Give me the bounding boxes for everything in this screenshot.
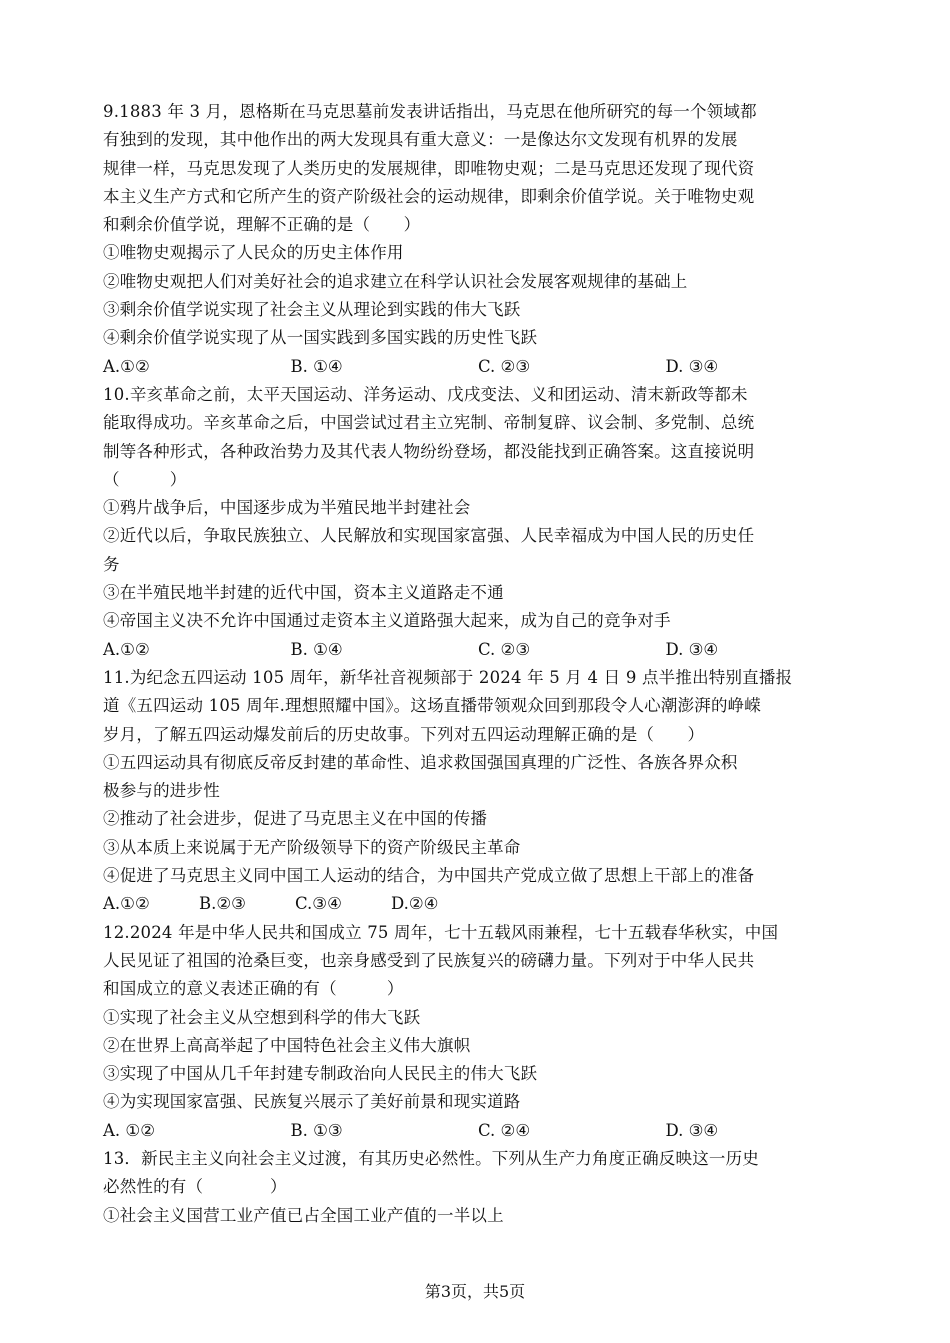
question-12-line-1: 12.2024 年是中华人民共和国成立 75 周年，七十五载风雨兼程，七十五载春华秋实，中国 xyxy=(103,922,779,942)
question-11-line-1: 11.为纪念五四运动 105 周年，新华社音视频部于 2024 年 5 月 4 日 9 点半推出特别直播报 xyxy=(103,667,793,687)
document-body xyxy=(103,98,853,1230)
option-c: C. ②③ xyxy=(478,356,531,376)
option-c: C. ②④ xyxy=(478,1120,531,1140)
option-b: B.②③ xyxy=(199,894,246,914)
question-11-statement-1: ①五四运动具有彻底反帝反封建的革命性、追求救国强国真理的广泛性、各族各界众积 xyxy=(103,752,738,772)
question-9 xyxy=(103,98,853,381)
question-10-options xyxy=(103,636,853,664)
question-12-statement-3: ③实现了中国从几千年封建专制政治向人民民主的伟大飞跃 xyxy=(103,1064,538,1084)
question-10-statement-2: ②近代以后，争取民族独立、人民解放和实现国家富强、人民幸福成为中国人民的历史任 xyxy=(103,526,755,546)
page-footer: 第3页，共5页 xyxy=(424,1282,526,1301)
question-9-line-5: 和剩余价值学说，理解不正确的是（ ） xyxy=(103,215,421,235)
question-9-statement-4: ④剩余价值学说实现了从一国实践到多国实践的历史性飞跃 xyxy=(103,328,538,348)
question-11-statement-2: ②推动了社会进步，促进了马克思主义在中国的传播 xyxy=(103,809,488,829)
question-13 xyxy=(103,1145,853,1230)
question-12-statement-4: ④为实现国家富强、民族复兴展示了美好前景和现实道路 xyxy=(103,1092,521,1112)
question-9-line-4: 本主义生产方式和它所产生的资产阶级社会的运动规律，即剩余价值学说。关于唯物史观 xyxy=(103,186,755,206)
question-12-statement-2: ②在世界上高高举起了中国特色社会主义伟大旗帜 xyxy=(103,1035,471,1055)
question-11-line-2: 道《五四运动 105 周年.理想照耀中国》。这场直播带领观众回到那段令人心潮澎湃的峥嵘 xyxy=(103,696,762,716)
option-a: A.①② xyxy=(103,639,150,659)
option-c: C. ②③ xyxy=(478,639,531,659)
question-9-line-3: 规律一样，马克思发现了人类历史的发展规律，即唯物史观；二是马克思还发现了现代资 xyxy=(103,158,755,178)
option-b: B. ①④ xyxy=(290,639,343,659)
question-13-statement-1: ①社会主义国营工业产值已占全国工业产值的一半以上 xyxy=(103,1205,504,1225)
question-12-options xyxy=(103,1117,853,1145)
question-13-line-2: 必然性的有（ ） xyxy=(103,1177,287,1197)
question-10-statement-1: ①鸦片战争后，中国逐步成为半殖民地半封建社会 xyxy=(103,498,471,518)
option-a: A.①② xyxy=(103,356,150,376)
question-10-statement-2-cont: 务 xyxy=(103,554,120,574)
option-d: D. ③④ xyxy=(665,1120,719,1140)
question-10-statement-4: ④帝国主义决不允许中国通过走资本主义道路强大起来，成为自己的竞争对手 xyxy=(103,611,671,631)
question-9-statement-3: ③剩余价值学说实现了社会主义从理论到实践的伟大飞跃 xyxy=(103,300,521,320)
question-9-line-1: 9.1883 年 3 月，恩格斯在马克思墓前发表讲话指出，马克思在他所研究的每一个领域都 xyxy=(103,102,757,121)
option-c: C.③④ xyxy=(295,894,342,914)
question-9-options xyxy=(103,353,853,381)
question-11-statement-4: ④促进了马克思主义同中国工人运动的结合，为中国共产党成立做了思想上干部上的准备 xyxy=(103,866,755,886)
question-9-line-2: 有独到的发现，其中他作出的两大发现具有重大意义：一是像达尔文发现有机界的发展 xyxy=(103,130,738,150)
question-11-statement-1-cont: 极参与的进步性 xyxy=(103,781,220,801)
question-9-statement-1: ①唯物史观揭示了人民众的历史主体作用 xyxy=(103,243,404,263)
question-12-statement-1: ①实现了社会主义从空想到科学的伟大飞跃 xyxy=(103,1007,421,1027)
option-a: A. ①② xyxy=(103,1120,155,1140)
question-11-statement-3: ③从本质上来说属于无产阶级领导下的资产阶级民主革命 xyxy=(103,837,521,857)
question-10-line-2: 能取得成功。辛亥革命之后，中国尝试过君主立宪制、帝制复辟、议会制、多党制、总统 xyxy=(103,413,755,433)
question-13-line-1: 13．新民主主义向社会主义过渡，有其历史必然性。下列从生产力角度正确反映这一历史 xyxy=(103,1148,759,1168)
question-10-line-1: 10.辛亥革命之前，太平天国运动、洋务运动、戊戌变法、义和团运动、清末新政等都未 xyxy=(103,384,748,404)
question-11-options xyxy=(103,890,853,918)
question-11 xyxy=(103,664,853,919)
question-10-line-4: （ ） xyxy=(103,469,187,489)
option-d: D.②④ xyxy=(391,894,439,914)
option-d: D. ③④ xyxy=(665,639,719,659)
question-9-statement-2: ②唯物史观把人们对美好社会的追求建立在科学认识社会发展客观规律的基础上 xyxy=(103,271,688,291)
question-11-line-3: 岁月，了解五四运动爆发前后的历史故事。下列对五四运动理解正确的是（ ） xyxy=(103,724,705,744)
question-10 xyxy=(103,381,853,664)
question-10-statement-3: ③在半殖民地半封建的近代中国，资本主义道路走不通 xyxy=(103,583,504,603)
option-a: A.①② xyxy=(103,894,150,914)
question-12 xyxy=(103,919,853,1145)
option-b: B. ①③ xyxy=(290,1120,343,1140)
question-10-line-3: 制等各种形式，各种政治势力及其代表人物纷纷登场，都没能找到正确答案。这直接说明 xyxy=(103,441,755,461)
option-d: D. ③④ xyxy=(665,356,719,376)
option-b: B. ①④ xyxy=(290,356,343,376)
question-12-line-2: 人民见证了祖国的沧桑巨变，也亲身感受到了民族复兴的磅礴力量。下列对于中华人民共 xyxy=(103,950,755,970)
question-12-line-3: 和国成立的意义表述正确的有（ ） xyxy=(103,979,404,999)
